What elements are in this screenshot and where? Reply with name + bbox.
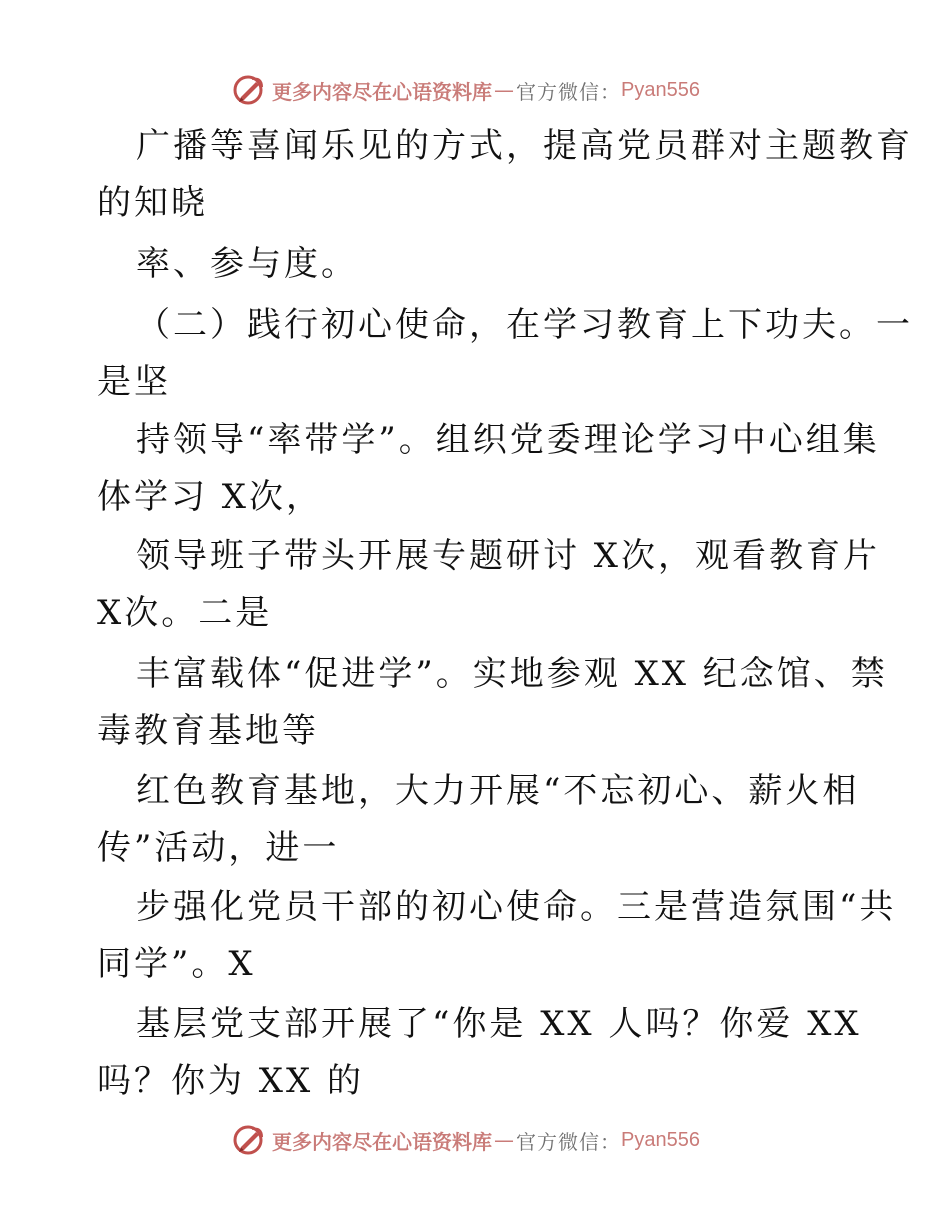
body-line: 传”活动，进一 — [97, 828, 340, 868]
pen-logo-icon — [232, 73, 266, 107]
body-line: 同学”。X — [97, 944, 256, 984]
banner-official-text: 官方微信： — [516, 1129, 621, 1154]
banner-dash: — — [494, 1128, 514, 1152]
body-line: 体学习 X次， — [97, 477, 324, 517]
body-line: 广播等喜闻乐见的方式，提高党员群对主题教育 — [136, 126, 913, 166]
body-line: 是坚 — [97, 362, 171, 402]
body-line: 毒教育基地等 — [97, 711, 319, 751]
banner-dash: — — [494, 78, 514, 102]
banner-brand-text: 更多内容尽在心语资料库 — [272, 79, 492, 104]
body-line: 领导班子带头开展专题研讨 X次，观看教育片 — [136, 536, 881, 576]
body-line: 基层党支部开展了“你是 XX 人吗？你爱 XX — [136, 1004, 862, 1044]
banner-wechat-id: Pyan556 — [621, 1128, 700, 1151]
body-line: （二）践行初心使命，在学习教育上下功夫。一 — [136, 305, 913, 345]
pen-logo-icon — [232, 1123, 266, 1157]
banner-official-text: 官方微信： — [516, 79, 621, 104]
banner-brand-text: 更多内容尽在心语资料库 — [272, 1129, 492, 1154]
body-line: 吗？你为 XX 的 — [97, 1061, 365, 1101]
body-line: 步强化党员干部的初心使命。三是营造氛围“共 — [136, 887, 897, 927]
body-line: 丰富载体“促进学”。实地参观 XX 纪念馆、禁 — [136, 654, 888, 694]
body-line: X次。二是 — [97, 593, 273, 633]
banner-wechat-id: Pyan556 — [621, 78, 700, 101]
header-banner — [232, 70, 700, 110]
body-line: 的知晓 — [97, 183, 208, 223]
body-line: 率、参与度。 — [136, 244, 358, 284]
body-line: 持领导“率带学”。组织党委理论学习中心组集 — [136, 420, 880, 460]
footer-banner — [232, 1120, 700, 1160]
body-line: 红色教育基地，大力开展“不忘初心、薪火相 — [136, 771, 860, 811]
